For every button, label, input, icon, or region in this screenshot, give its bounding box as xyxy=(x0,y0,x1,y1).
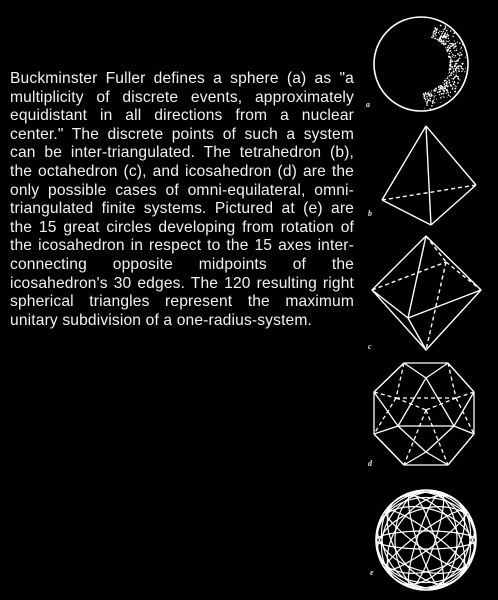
figure-label-e: e xyxy=(370,568,374,577)
description-paragraph: Buckminster Fuller defines a sphere (a) as "a multiplicity of discrete events, approximately equidistant in all directions from a nuclear center." The discrete points of such a system can be inter-triangulated. The tetrahedron (b), the octahedron (c), and icosahedron (d) are the only possible cases of omni-equilateral, omni-triangulated finite systems. Pictured at (e) are the 15 great circles developing from rotation of the icosahedron in respect to the 15 axes inter-connecting opposite midpoints of the icosahedron's 30 edges. The 120 resulting right spherical triangles represent the maximum unitary subdivision of a one-radius-system. xyxy=(10,70,354,329)
figure-label-c: c xyxy=(368,342,372,351)
figure-label-a: a xyxy=(366,100,370,109)
figure-label-b: b xyxy=(368,209,372,218)
figure-label-d: d xyxy=(368,459,372,468)
